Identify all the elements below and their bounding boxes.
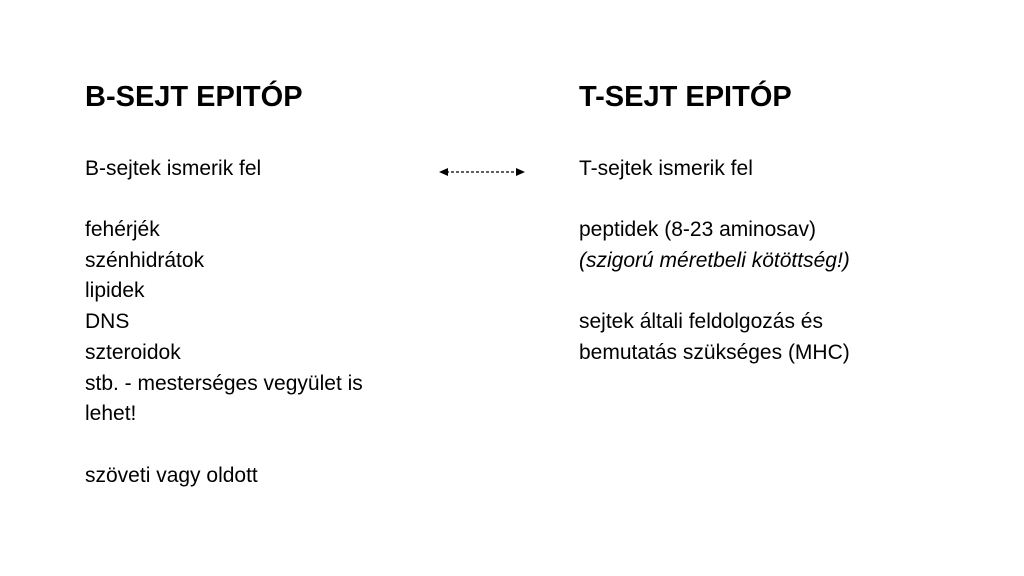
list-item: DNS xyxy=(85,310,130,334)
double-arrow-icon xyxy=(438,164,528,180)
arrow-head-left xyxy=(439,168,448,176)
size-restriction-note: (szigorú méretbeli kötöttség!) xyxy=(579,248,850,272)
b-cell-recognition-text: B-sejtek ismerik fel xyxy=(85,157,262,180)
spacer xyxy=(579,276,999,307)
t-cell-recognition-text: T-sejtek ismerik fel xyxy=(579,157,753,180)
list-item: stb. - mesterséges vegyület is xyxy=(85,371,363,395)
t-cell-antigen-list xyxy=(579,215,999,369)
arrow-head-right xyxy=(516,168,525,176)
list-item: lehet! xyxy=(85,402,137,426)
list-item: lipidek xyxy=(85,279,145,303)
b-cell-antigen-list xyxy=(85,215,465,491)
processing-text-line: sejtek általi feldolgozás és xyxy=(579,310,823,334)
t-cell-epitope-heading: T-SEJT EPITÓP xyxy=(579,81,792,113)
list-item: fehérjék xyxy=(85,218,160,241)
spacer xyxy=(85,430,465,461)
b-cell-epitope-column xyxy=(85,78,465,491)
list-item: szénhidrátok xyxy=(85,248,205,272)
b-cell-epitope-heading: B-SEJT EPITÓP xyxy=(85,81,303,113)
processing-text-line: bemutatás szükséges (MHC) xyxy=(579,340,850,364)
list-item: peptidek (8-23 aminosav) xyxy=(579,218,816,241)
b-cell-form-text: szöveti vagy oldott xyxy=(85,463,258,487)
list-item: szteroidok xyxy=(85,340,181,364)
t-cell-epitope-column xyxy=(579,78,999,369)
